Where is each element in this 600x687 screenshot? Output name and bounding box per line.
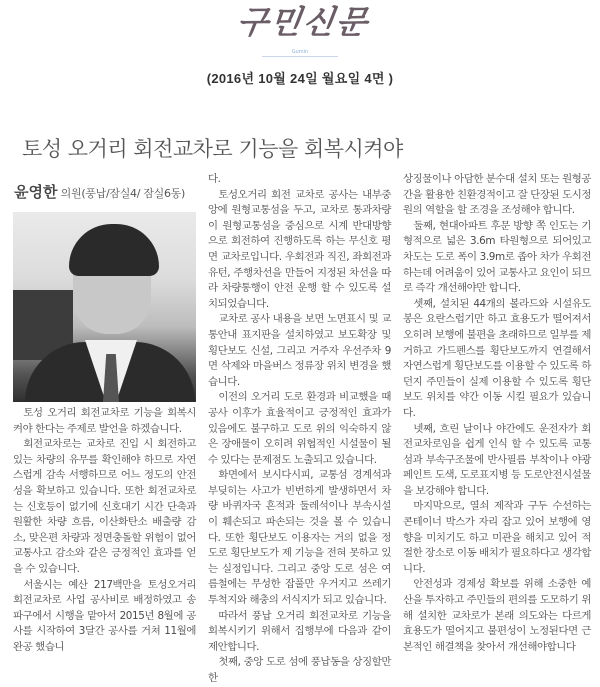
logo-subtitle: Gumin [262,48,338,57]
author-affiliation: 의원(풍납/잠실4/ 잠실6동) [57,187,186,200]
paragraph: 둘째, 현대아파트 후문 방향 쪽 인도는 기형적으로 넓은 3.6m 타원형으로 되어있고 차도는 도로 폭이 3.9m로 좁아 차가 우회전하는데 어려움이 있어 교통사고 요인이 되므로 즉각 개선해야만 합니다. [403,219,591,295]
paragraph: 따라서 풍납 오거리 회전교차로 기능을 회복시키기 위해서 집행부에 다음과 같이 제안합니다. [208,609,391,653]
article-column-2 [208,172,391,687]
article-column-1 [13,406,196,656]
photo-hair [69,224,159,276]
paragraph: 마지막으로, 열쇠 제작과 구두 수선하는 콘테이너 박스가 자리 잡고 있어 보행에 영향을 미치기도 하고 미관을 해치고 있어 적절한 장소로 이동 배치가 필요하다고 생각합니다. [403,500,591,575]
paragraph: 상징물이나 아담한 분수대 설치 또는 원형공간을 활용한 친환경적이고 잘 단장된 도시정원의 역할을 할 조경을 조성해야 합니다. [403,173,591,217]
paragraph: 셋째, 설치된 44개의 볼라드와 시설유도봉은 요란스럽기만 하고 효용도가 떨어져서 오히려 보행에 불편을 초래하므로 일부를 제거하고 가드펜스를 횡단보도까지 연결해서 자연스럽게 횡단보도를 이용할 수 있도록 하던지 주민들이 실제 이용할 수 있도록 횡단보도 위치를 약간 이동 시킬 필요가 있습니다. [403,297,591,419]
article-headline: 토성 오거리 회전교차로 기능을 회복시켜야 [22,137,403,161]
dateline: (2016년 10월 24일 월요일 4면 ) [206,71,394,86]
paragraph: 이전의 오거리 도로 환경과 비교했을 때 공사 이후가 효율적이고 긍정적인 효과가 있음에도 불구하고 도로 위의 익숙하지 않은 장애물이 오히려 위협적인 시설물이 될 수 있다는 문제점도 노출되고 있습니다. [208,391,391,466]
newspaper-logo: 구민신문 [234,3,372,41]
masthead [0,0,600,62]
paragraph: 토성 오거리 회전교차로 기능을 회복시켜야 한다는 주제로 발언을 하겠습니다. [13,407,196,435]
byline [14,181,185,202]
paragraph: 토성오거리 회전 교차로 공사는 내부중앙에 원형교통섬을 두고, 교차로 통과차량이 원형교통섬을 중심으로 시계 반대방향으로 회전하여 진행하도록 하는 무신호 평면 교차로입니다. 우회전과 직진, 좌회전과 유턴, 주행차선을 만들어 지정된 차선을 따라 차량통행이 안전 운행 할 수 있도록 설치되었습니다. [208,188,391,310]
paragraph: 화면에서 보시다시피, 교통섬 경계석과 부딪히는 사고가 빈번하게 발생하면서 차량 바퀴자국 흔적과 둘레석이나 부속시설이 훼손되고 파손되는 것을 볼 수 있습니다. 또한 횡단보도 이용자는 거의 없을 정도로 횡단보도가 제 기능을 전혀 못하고 있는 실정입니다. 그리고 중앙 도로 섬은 여름철에는 무성한 잡풀만 우거지고 쓰레기 투척지와 해충의 서식지가 되고 있습니다. [208,469,391,607]
paragraph: 안전성과 경제성 확보를 위해 소중한 예산을 투자하고 주민들의 편의를 도모하기 위해 설치한 교차로가 본래 의도와는 다르게 효용도가 떨어지고 불편성이 노정된다면 근본적인 해결책을 찾아서 개선해야합니다 [403,578,591,653]
author-name: 윤영한 [14,183,58,201]
paragraph: 다. [208,173,221,185]
author-photo [13,212,196,402]
paragraph: 교차로 공사 내용을 보면 노면표시 및 교통안내 표지판을 설치하였고 보도확장 및 횡단보도 신설, 그리고 거주자 우선주차 9면 삭제와 마을버스 정류장 위치 변경을 했습니다. [208,313,391,388]
paragraph: 서울시는 예산 217백만을 토성오거리 회전교차로 사업 공사비로 배정하였고 송파구에서 시행을 맡아서 2015년 8월에 공사를 시작하여 3달간 공사를 거쳐 11월에 완공 했습니 [13,578,196,653]
article-column-3 [403,172,591,655]
paragraph: 회전교차로는 교차로 진입 시 회전하고 있는 차량의 유무를 확인해야 하므로 자연스럽게 감속 서행하므로 어느 정도의 안전성을 확보하고 있습니다. 또한 회전교차로는 신호등이 없기에 신호대기 시간 단축과 원활한 차량 흐름, 이산화탄소 배출량 감소, 맞은편 차량과 정면충돌할 위험이 없어 교통사고 감소와 같은 긍정적인 효과를 얻을 수 있습니다. [13,438,196,575]
paragraph: 첫째, 중앙 도로 섬에 풍납동을 상징할만한 [208,656,391,684]
paragraph: 넷째, 흐린 날이나 야간에도 운전자가 회전교차로임을 쉽게 인식 할 수 있도록 교통섬과 부속구조물에 반사필름 부착이나 야광페인트 도색, 도로표지병 등 도로안전시설물을 보강해야 합니다. [403,422,591,497]
